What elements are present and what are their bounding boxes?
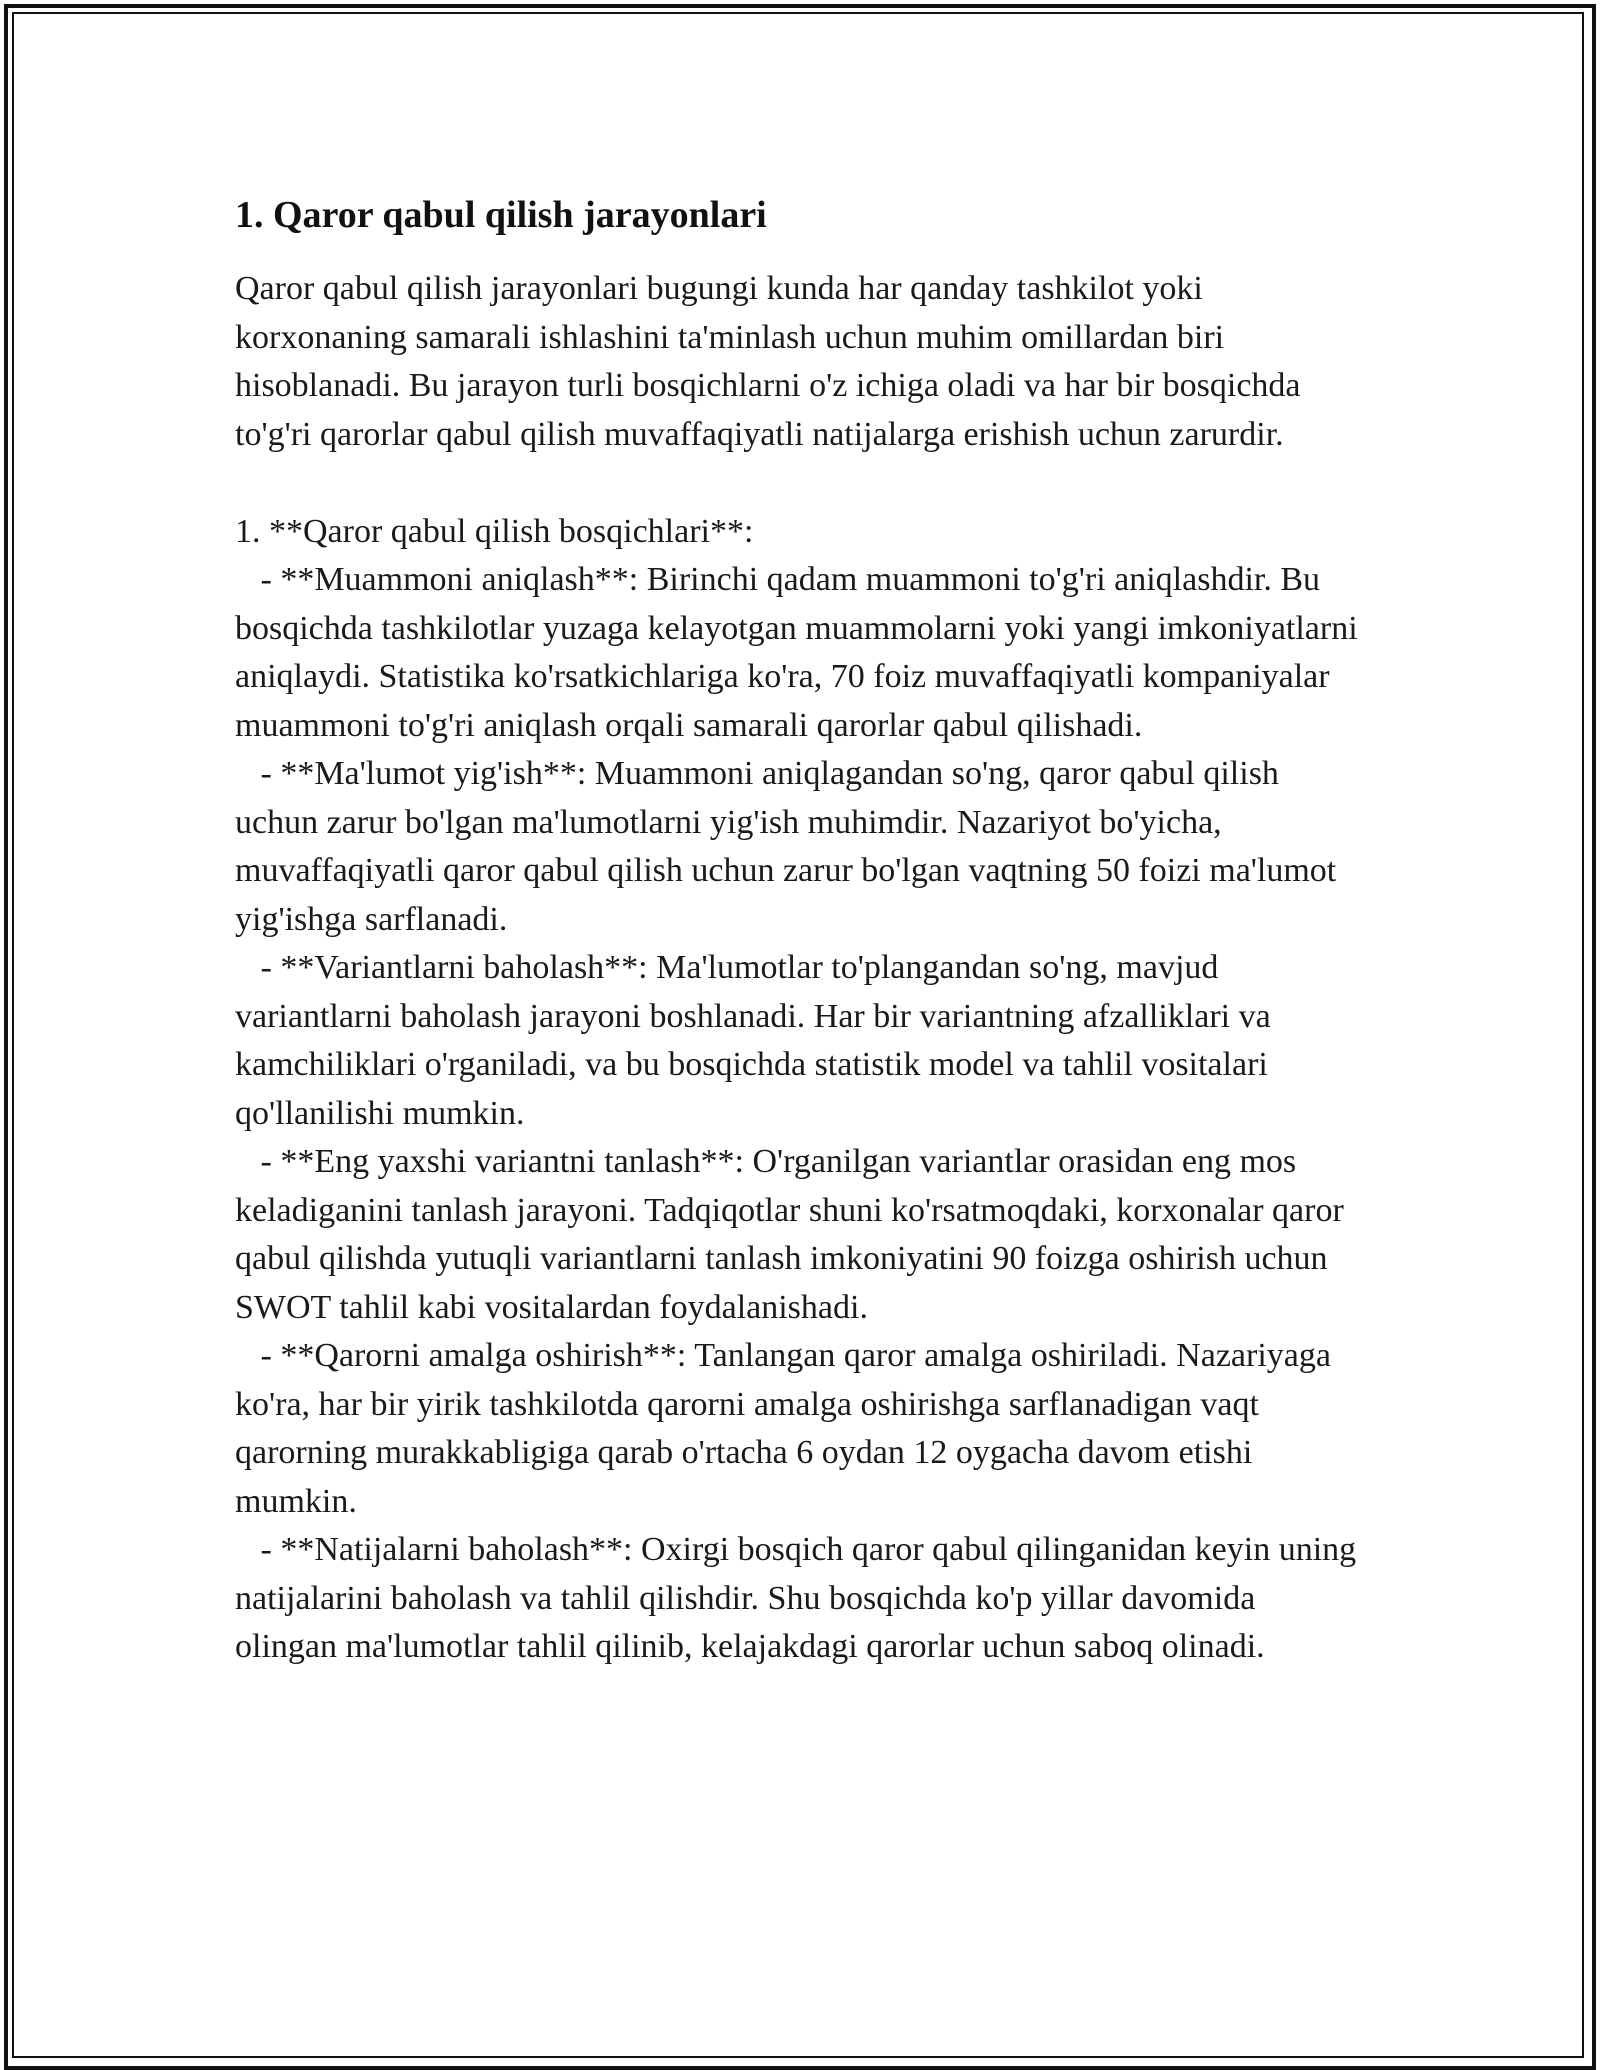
- section-heading: 1. Qaror qabul qilish jarayonlari: [235, 194, 767, 236]
- document-body: Qaror qabul qilish jarayonlari bugungi kunda har qanday tashkilot yoki korxonaning samarali ishlashini ta'minlash uchun muhim omillardan biri hisoblanadi. Bu jarayon turli bosqichlarni o'z ichiga oladi va har bir bosqichda to'g'ri qarorlar qabul qilish muvaffaqiyatli natijalarga erishish uchun zarurdir. 1. **Qaror qabul qilish bosqichlari**: - **Muammoni aniqlash**: Birinchi qadam muammoni to'g'ri aniqlashdir. Bu bosqichda tashkilotlar yuzaga kelayotgan muammolarni yoki yangi imkoniyatlarni aniqlaydi. Statistika ko'rsatkichlariga ko'ra, 70 foiz muvaffaqiyatli kompaniyalar muammoni to'g'ri aniqlash orqali samarali qarorlar qabul qilishadi. - **Ma'lumot yig'ish**: Muammoni aniqlagandan so'ng, qaror qabul qilish uchun zarur bo'lgan ma'lumotlarni yig'ish muhimdir. Nazariyot bo'yicha, muvaffaqiyatli qaror qabul qilish uchun zarur bo'lgan vaqtning 50 foizi ma'lumot yig'ishga sarflanadi. - **Variantlarni baholash**: Ma'lumotlar to'plangandan so'ng, mavjud variantlarni baholash jarayoni boshlanadi. Har bir variantning afzalliklari va kamchiliklari o'rganiladi, va bu bosqichda statistik model va tahlil vositalari qo'llanilishi mumkin. - **Eng yaxshi variantni tanlash**: O'rganilgan variantlar orasidan eng mos keladiganini tanlash jarayoni. Tadqiqotlar shuni ko'rsatmoqdaki, korxonalar qaror qabul qilishda yutuqli variantlarni tanlash imkoniyatini 90 foizga oshirish uchun SWOT tahlil kabi vositalardan foydalanishadi. - **Qarorni amalga oshirish**: Tanlangan qaror amalga oshiriladi. Nazariyaga ko'ra, har bir yirik tashkilotda qarorni amalga oshirishga sarflanadigan vaqt qarorning murakkabligiga qarab o'rtacha 6 oydan 12 oygacha davom etishi mumkin. - **Natijalarni baholash**: Oxirgi bosqich qaror qabul qilinganidan keyin uning natijalarini baholash va tahlil qilishdir. Shu bosqichda ko'p yillar davomida olingan ma'lumotlar tahlil qilinib, kelajakdagi qarorlar uchun saboq olinadi.: [235, 270, 1358, 1665]
- document-content: [235, 185, 1365, 1672]
